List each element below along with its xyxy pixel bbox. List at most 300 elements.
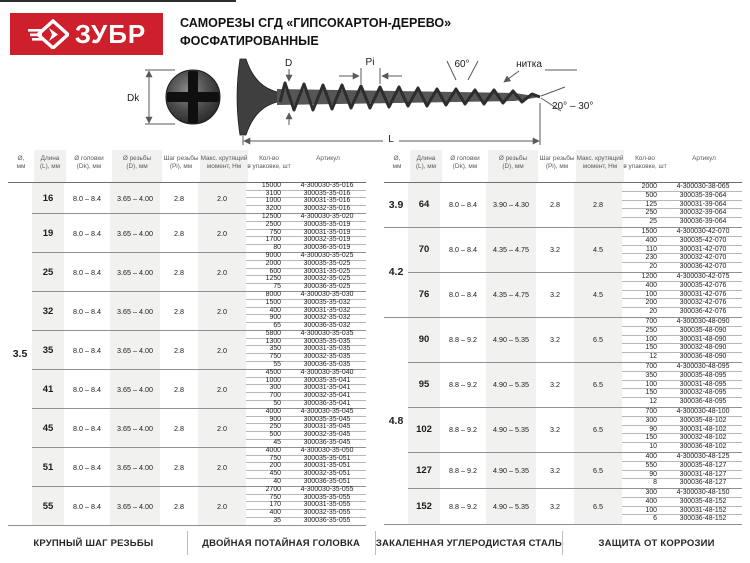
article-number: 300035-48-090 (679, 326, 727, 334)
article-number: 300032-48-090 (679, 344, 727, 352)
pack-row (622, 336, 742, 345)
thread-pitch-value: 2.8 (174, 345, 184, 355)
length-label: L (388, 134, 394, 145)
pack-quantity: 25 (649, 218, 657, 226)
screw-head-top-view (166, 70, 220, 124)
pack-row (622, 183, 742, 192)
top-edge-artifact (0, 0, 236, 2)
max-torque-value: 2.8 (574, 183, 622, 227)
pack-row (246, 323, 366, 331)
thread-pitch-value: 2.8 (174, 193, 184, 203)
article-number: 300031-42-070 (679, 245, 727, 253)
article-number: 300031-35-055 (303, 501, 351, 509)
article-number: 300032-35-051 (303, 469, 351, 477)
thread-pitch-value: 3.2 (550, 425, 560, 435)
thread-label: нитка (516, 59, 542, 70)
pack-list (622, 489, 742, 524)
length-groups (32, 183, 366, 525)
max-torque-value: 6.5 (574, 363, 622, 407)
table-header-row (384, 150, 742, 183)
spec-table-left (8, 150, 366, 526)
article-number: 300035-42-076 (679, 281, 727, 289)
pack-list (246, 214, 366, 252)
length-value: 76 (408, 273, 440, 317)
zubr-logo (10, 13, 163, 55)
feature-hardened-steel: ЗАКАЛЕННАЯ УГЛЕРОДИСТАЯ СТАЛЬ (375, 531, 563, 555)
length-value: 102 (408, 408, 440, 452)
max-torque-value: 2.0 (198, 214, 246, 252)
article-number: 300035-48-095 (679, 371, 727, 379)
feature-corrosion-protection: ЗАЩИТА ОТ КОРРОЗИИ (562, 531, 750, 555)
article-number: 300035-35-035 (303, 337, 351, 345)
article-number: 300036-39-064 (679, 218, 727, 226)
length-value: 35 (32, 331, 64, 369)
length-dimension (243, 103, 540, 145)
tip-angle-dimension (541, 87, 593, 112)
pack-quantity: 8000 (265, 291, 281, 299)
article-number: 300036-35-035 (303, 360, 351, 368)
pack-quantity: 230 (645, 254, 657, 262)
pack-list (622, 318, 742, 362)
pack-quantity: 5800 (265, 330, 281, 338)
head-diameter-value: 8.0 – 8.4 (73, 345, 101, 355)
title-line-1: САМОРЕЗЫ СГД «ГИПСОКАРТОН-ДЕРЕВО» (180, 16, 452, 30)
head-diameter-value: 8.8 – 9.2 (449, 502, 477, 512)
title-line-2: ФОСФАТИРОВАННЫЕ (180, 33, 319, 48)
screw-side-view (237, 59, 540, 135)
pack-quantity: 350 (645, 371, 657, 379)
pack-quantity: 750 (269, 228, 281, 236)
pack-row (622, 363, 742, 372)
max-torque-value: 2.0 (198, 487, 246, 525)
pack-list (246, 370, 366, 408)
pack-list (622, 228, 742, 272)
column-header: Макс. крутящий момент, Нм (200, 150, 248, 182)
article-number: 300032-35-025 (303, 275, 351, 283)
article-number: 4-300030-35-045 (300, 408, 354, 416)
article-number: 300032-42-076 (679, 299, 727, 307)
max-torque-value: 6.5 (574, 453, 622, 488)
head-diameter-value: 8.0 – 8.4 (73, 501, 101, 511)
pack-quantity: 75 (273, 282, 281, 290)
length-value: 95 (408, 363, 440, 407)
length-group-row (32, 183, 366, 213)
article-number: 300036-48-095 (679, 398, 727, 406)
column-header: Ø головки (Dk), мм (74, 155, 104, 170)
length-group-row (408, 272, 742, 317)
length-group-row (32, 213, 366, 252)
article-number: 4-300030-35-025 (300, 252, 354, 260)
pack-quantity: 400 (269, 508, 281, 516)
head-diameter-value: 8.0 – 8.4 (449, 290, 477, 300)
pack-quantity: 4000 (265, 408, 281, 416)
length-group-row (408, 228, 742, 272)
pack-quantity: 300 (645, 416, 657, 424)
column-header: Ø, мм (16, 155, 26, 170)
thread-diameter-value: 3.65 – 4.00 (110, 331, 160, 369)
article-number: 300031-35-035 (303, 345, 351, 353)
column-header: Шаг резьбы (Pi), мм (163, 155, 199, 170)
length-group-row (408, 407, 742, 452)
thread-pitch-value: 3.2 (550, 335, 560, 345)
length-group-row (32, 330, 366, 369)
pack-list (622, 363, 742, 407)
pack-row (246, 206, 366, 214)
article-number: 300031-42-076 (679, 290, 727, 298)
pack-quantity: 4500 (265, 369, 281, 377)
thread-pitch-value: 2.8 (174, 501, 184, 511)
pack-quantity: 250 (645, 326, 657, 334)
pack-quantity: 500 (269, 431, 281, 438)
pack-row (622, 209, 742, 218)
head-diameter-value: 8.0 – 8.4 (73, 228, 101, 238)
head-diameter-value: 8.0 – 8.4 (73, 193, 101, 203)
pack-quantity: 90 (649, 470, 657, 478)
pack-row (622, 398, 742, 407)
article-number: 300036-48-102 (679, 443, 727, 451)
head-diameter-value: 8.0 – 8.4 (73, 384, 101, 394)
thread-pitch-value: 2.8 (174, 228, 184, 238)
article-number: 4-300030-35-050 (300, 447, 354, 455)
length-value: 19 (32, 214, 64, 252)
pack-row (622, 507, 742, 516)
pack-quantity: 125 (645, 200, 657, 208)
pack-quantity: 20 (649, 263, 657, 271)
head-diameter-value: 8.0 – 8.4 (73, 462, 101, 472)
article-number: 4-300030-42-075 (676, 272, 730, 280)
column-header: Шаг резьбы (Pi), мм (539, 155, 575, 170)
length-groups (408, 183, 742, 227)
article-number: 4-300030-48-100 (676, 407, 730, 415)
article-number: 300031-35-045 (303, 423, 351, 431)
thread-diameter-value: 3.65 – 4.00 (110, 253, 160, 291)
pack-row (622, 263, 742, 272)
max-torque-value: 2.0 (198, 409, 246, 447)
article-number: 4-300030-35-016 (300, 182, 354, 189)
article-number: 4-300030-38-065 (676, 183, 730, 190)
thread-callout (504, 59, 577, 82)
thread-diameter-value: 3.65 – 4.00 (110, 292, 160, 330)
thread-pitch-value: 3.2 (550, 466, 560, 475)
pack-row (622, 489, 742, 498)
article-number: 300035-35-051 (303, 454, 351, 462)
article-number: 300035-48-152 (679, 497, 727, 505)
pack-row (622, 218, 742, 227)
pack-list (246, 183, 366, 213)
pack-quantity: 300 (645, 489, 657, 497)
thread-diameter-value: 4.90 – 5.35 (486, 453, 536, 488)
article-number: 300032-35-035 (303, 353, 351, 361)
article-number: 300032-35-041 (303, 392, 351, 400)
length-group-row (32, 447, 366, 486)
feature-footer (0, 531, 750, 555)
article-number: 300031-35-051 (303, 462, 351, 470)
pack-list (246, 292, 366, 330)
pack-row (622, 327, 742, 336)
pack-quantity: 45 (273, 438, 281, 446)
pack-quantity: 9000 (265, 252, 281, 260)
thread-pitch-value: 2.8 (174, 462, 184, 472)
max-torque-value: 2.0 (198, 370, 246, 408)
pack-list (246, 448, 366, 486)
thread-diameter-value: 3.65 – 4.00 (110, 214, 160, 252)
column-header: Артикул (316, 155, 340, 162)
length-value: 16 (32, 183, 64, 213)
max-torque-value: 6.5 (574, 318, 622, 362)
pack-row (246, 479, 366, 487)
article-number: 300036-35-019 (303, 243, 351, 251)
head-diameter-value: 8.0 – 8.4 (449, 200, 477, 210)
pack-quantity: 900 (269, 314, 281, 322)
max-torque-value: 2.0 (198, 331, 246, 369)
thread-diameter-label: D (285, 58, 293, 69)
length-group-row (408, 488, 742, 524)
thread-pitch-value: 3.2 (550, 290, 560, 300)
feature-thread-pitch: КРУПНЫЙ ШАГ РЕЗЬБЫ (33, 537, 154, 549)
article-number: 300035-35-045 (303, 415, 351, 423)
pack-list (622, 273, 742, 317)
max-torque-value: 2.0 (198, 292, 246, 330)
article-number: 300031-35-032 (303, 306, 351, 314)
pack-row (622, 462, 742, 471)
column-header: Макс. крутящий момент, Нм (576, 150, 624, 182)
length-group-row (32, 369, 366, 408)
article-number: 300036-35-032 (303, 321, 351, 329)
pack-row (622, 353, 742, 362)
article-number: 300031-35-041 (303, 384, 351, 392)
pack-quantity: 100 (645, 380, 657, 388)
pack-quantity: 600 (269, 267, 281, 275)
pack-row (246, 440, 366, 448)
pitch-label: Pi (365, 57, 375, 68)
thread-diameter-value: 3.65 – 4.00 (110, 370, 160, 408)
pack-quantity: 450 (269, 469, 281, 477)
article-number: 300035-48-127 (679, 461, 727, 469)
head-diameter-value: 8.0 – 8.4 (449, 245, 477, 255)
max-torque-value: 2.0 (198, 448, 246, 486)
article-number: 300032-35-016 (303, 204, 351, 212)
max-torque-value: 6.5 (574, 489, 622, 524)
pack-row (622, 471, 742, 480)
pack-quantity: 150 (645, 434, 657, 442)
pack-quantity: 1500 (265, 298, 281, 306)
pack-quantity: 65 (273, 321, 281, 329)
pack-row (622, 389, 742, 398)
thread-diameter-value: 3.65 – 4.00 (110, 183, 160, 213)
length-value: 64 (408, 183, 440, 227)
thread-pitch-value: 3.2 (550, 245, 560, 255)
pack-row (622, 453, 742, 462)
pack-quantity: 1250 (265, 275, 281, 283)
pack-quantity: 1500 (641, 227, 657, 235)
column-header: Кол-во в упаковке, шт (623, 155, 667, 170)
table-header-row (8, 150, 366, 183)
pack-row (622, 237, 742, 246)
thread-diameter-value: 4.90 – 5.35 (486, 318, 536, 362)
pack-row (246, 284, 366, 292)
article-number: 300031-48-152 (679, 506, 727, 514)
pack-row (622, 417, 742, 426)
length-value: 32 (32, 292, 64, 330)
thread-diameter-value: 4.90 – 5.35 (486, 489, 536, 524)
pack-row (622, 443, 742, 452)
article-number: 300032-42-070 (679, 254, 727, 262)
article-number: 300032-35-019 (303, 236, 351, 244)
screw-diagram (125, 54, 605, 150)
article-number: 300036-48-152 (679, 515, 727, 523)
pack-quantity: 700 (645, 317, 657, 325)
max-torque-value: 2.0 (198, 253, 246, 291)
thread-diameter-value: 4.35 – 4.75 (486, 228, 536, 272)
pack-quantity: 2500 (265, 220, 281, 228)
max-torque-value: 6.5 (574, 408, 622, 452)
length-group-row (408, 362, 742, 407)
article-number: 4-300030-35-035 (300, 330, 354, 338)
article-number: 300032-35-045 (303, 431, 351, 438)
length-value: 90 (408, 318, 440, 362)
pack-row (622, 381, 742, 390)
pack-quantity: 1200 (641, 272, 657, 280)
pack-quantity: 100 (645, 335, 657, 343)
pack-quantity: 15000 (261, 182, 281, 189)
pack-list (246, 487, 366, 525)
article-number: 4-300030-35-020 (300, 213, 354, 221)
pack-quantity: 8 (653, 479, 657, 487)
article-number: 300031-35-025 (303, 267, 351, 275)
length-group-row (32, 252, 366, 291)
pack-quantity: 2000 (265, 259, 281, 267)
pack-quantity: 110 (646, 245, 657, 253)
pack-list (246, 331, 366, 369)
head-diameter-value: 8.8 – 9.2 (449, 335, 477, 345)
length-value: 41 (32, 370, 64, 408)
article-number: 300031-48-090 (679, 335, 727, 343)
pack-list (622, 183, 742, 227)
pack-quantity: 12500 (261, 213, 281, 221)
pack-quantity: 550 (645, 461, 657, 469)
article-number: 300036-35-025 (303, 282, 351, 290)
thread-pitch-value: 3.2 (550, 502, 560, 512)
pack-row (246, 518, 366, 526)
article-number: 4-300030-48-125 (676, 452, 730, 460)
pack-row (622, 308, 742, 317)
article-number: 300031-48-127 (679, 470, 727, 478)
article-number: 300031-35-016 (303, 197, 351, 205)
pack-quantity: 750 (269, 353, 281, 361)
pack-quantity: 400 (269, 306, 281, 314)
thread-pitch-value: 2.8 (174, 267, 184, 277)
pack-list (246, 253, 366, 291)
pack-quantity: 400 (645, 281, 657, 289)
pack-quantity: 400 (645, 497, 657, 505)
pack-row (622, 299, 742, 308)
pack-quantity: 170 (269, 501, 281, 509)
thread-diameter-value: 3.90 – 4.30 (486, 183, 536, 227)
article-number: 4-300030-48-095 (676, 362, 730, 370)
pack-quantity: 2700 (265, 486, 281, 494)
article-number: 300035-35-019 (303, 220, 351, 228)
thread-diameter-value: 4.35 – 4.75 (486, 273, 536, 317)
pack-quantity: 1300 (265, 337, 281, 345)
diameter-section (384, 317, 742, 524)
article-number: 300031-48-095 (679, 380, 727, 388)
thread-pitch-value: 3.2 (550, 380, 560, 390)
max-torque-value: 4.5 (574, 273, 622, 317)
pack-quantity: 700 (269, 392, 281, 400)
pack-quantity: 750 (269, 493, 281, 501)
pack-row (622, 273, 742, 282)
column-header: Ø головки (Dk), мм (450, 155, 480, 170)
pack-row (622, 282, 742, 291)
pack-quantity: 55 (273, 360, 281, 368)
pack-quantity: 1000 (265, 197, 281, 205)
pack-quantity: 250 (269, 423, 281, 431)
diameter-section (8, 183, 366, 525)
length-value: 51 (32, 448, 64, 486)
article-number: 300036-48-090 (679, 353, 727, 361)
thread-pitch-value: 2.8 (174, 384, 184, 394)
length-value: 55 (32, 487, 64, 525)
pack-quantity: 400 (645, 236, 657, 244)
pack-quantity: 200 (645, 299, 657, 307)
article-number: 300035-35-055 (303, 493, 351, 501)
pack-quantity: 90 (649, 425, 657, 433)
pack-quantity: 400 (645, 452, 657, 460)
thread-diameter-value: 4.90 – 5.35 (486, 408, 536, 452)
pack-quantity: 900 (269, 415, 281, 423)
pack-quantity: 40 (273, 477, 281, 485)
diameter-value: 4.2 (388, 266, 404, 279)
pack-row (622, 254, 742, 263)
article-number: 300032-35-055 (303, 508, 351, 516)
diameter-value: 4.8 (388, 415, 404, 428)
article-number: 300032-48-095 (679, 389, 727, 397)
pitch-dimension (339, 57, 402, 84)
length-groups (408, 228, 742, 317)
thread-diameter-value: 4.90 – 5.35 (486, 363, 536, 407)
article-number: 300035-48-102 (679, 416, 727, 424)
length-group-row (32, 291, 366, 330)
head-diameter-value: 8.0 – 8.4 (73, 306, 101, 316)
pack-quantity: 100 (645, 506, 657, 514)
page-title (180, 15, 451, 50)
column-header: Ø резьбы (D), мм (488, 150, 538, 182)
thread-pitch-value: 2.8 (174, 423, 184, 433)
diameter-section (384, 227, 742, 317)
pack-quantity: 500 (645, 191, 657, 199)
brand-name: ЗУБР (74, 19, 147, 49)
length-value: 45 (32, 409, 64, 447)
pack-quantity: 12 (649, 353, 657, 361)
pack-quantity: 3200 (265, 204, 281, 212)
head-diameter-value: 8.8 – 9.2 (449, 425, 477, 435)
length-group-row (408, 318, 742, 362)
pack-quantity: 12 (649, 398, 657, 406)
article-number: 300036-35-045 (303, 438, 351, 446)
pack-row (622, 192, 742, 201)
pack-quantity: 700 (645, 362, 657, 370)
article-number: 300035-35-025 (303, 259, 351, 267)
pack-row (622, 291, 742, 300)
pack-quantity: 200 (269, 462, 281, 470)
pack-row (622, 318, 742, 327)
article-number: 4-300030-48-090 (676, 317, 730, 325)
pack-list (622, 408, 742, 452)
column-header: Ø, мм (392, 155, 402, 170)
length-value: 152 (408, 489, 440, 524)
article-number: 300035-39-064 (679, 191, 727, 199)
pack-row (246, 245, 366, 253)
